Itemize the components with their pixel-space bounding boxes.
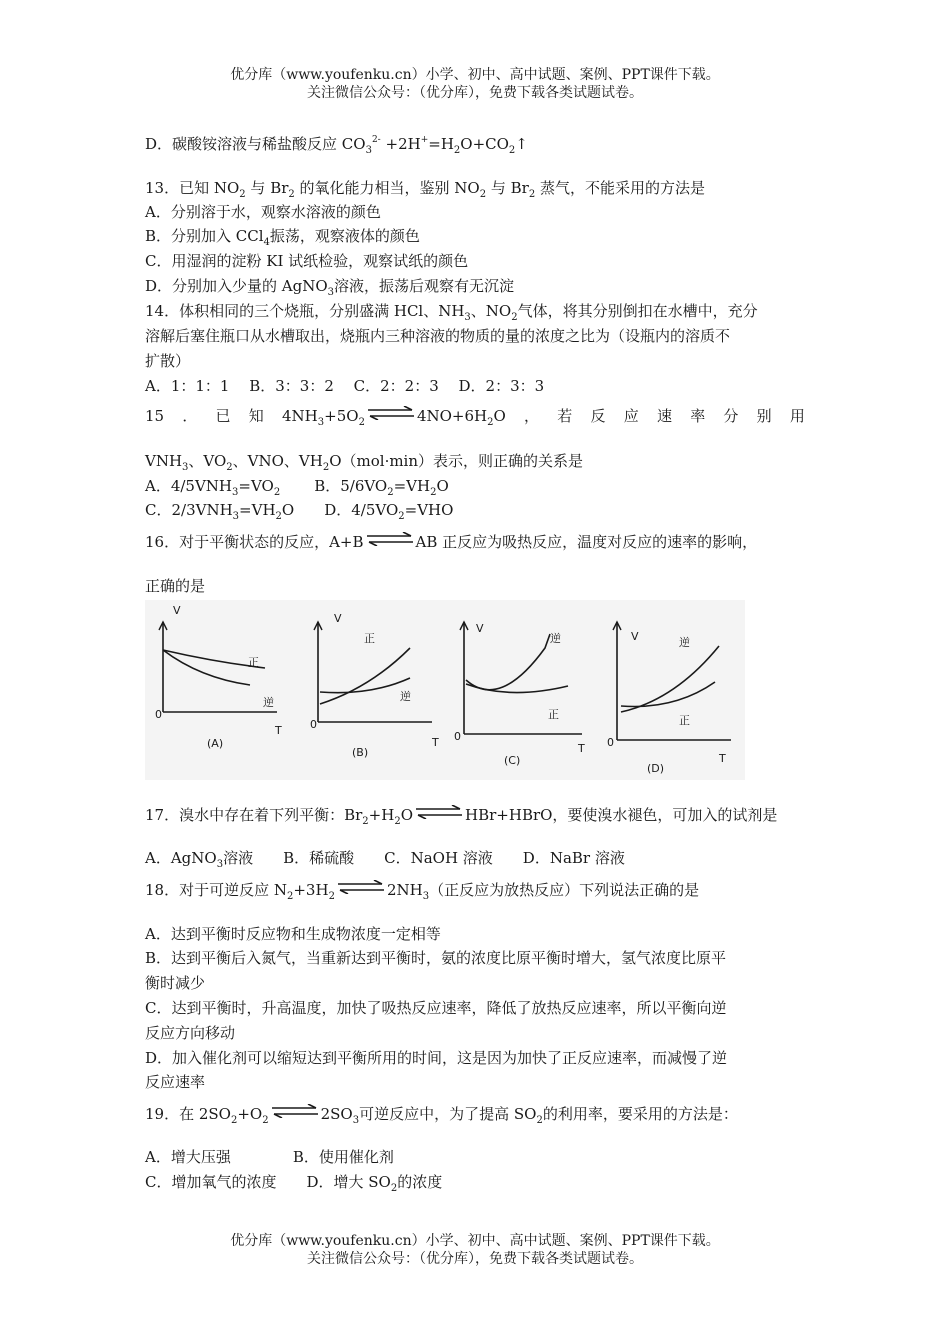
q17-options: A．AgNO$_3$溶液 B．稀硫酸 C．NaOH 溶液 D．NaBr 溶液 <box>145 849 625 870</box>
q18-option-d-line-2: 反应速率 <box>145 1073 206 1091</box>
origin-label: 0 <box>607 736 614 749</box>
v-axis-label: V <box>173 604 181 617</box>
v-axis-label: V <box>631 630 639 643</box>
q15-stem-line-1: 15 ． 已 知 $4NH_3+5O_2$ $4NO+6H_2O$ ， 若 反 应 速 率 分 别 用 <box>145 407 805 428</box>
q18-option-b-line-2: 衡时减少 <box>145 974 206 992</box>
t-axis-label: T <box>719 752 726 765</box>
q13-option-c: C．用湿润的淀粉 KI 试纸检验，观察试纸的颜色 <box>145 252 469 270</box>
forward-label: 正 <box>679 714 690 727</box>
equilibrium-arrow-icon <box>270 1104 320 1118</box>
equilibrium-arrow-icon <box>365 532 415 546</box>
q18-option-d-line-1: D．加入催化剂可以缩短达到平衡所用的时间，这是因为加快了正反应速率，而减慢了逆 <box>145 1049 728 1067</box>
q13-stem: 13．已知 $NO_2$ 与 $Br_2$ 的氧化能力相当，鉴别 $NO_2$ 与 $Br_2$ 蒸气，不能采用的方法是 <box>145 179 705 200</box>
q13-option-a: A．分别溶于水，观察水溶液的颜色 <box>145 203 381 221</box>
header-line-2: 关注微信公众号：（优分库），免费下载各类试题试卷。 <box>307 85 643 101</box>
footer-line-1: 优分库（www.youfenku.cn）小学、初中、高中试题、案例、PPT课件下载。 <box>230 1233 720 1249</box>
reverse-label: 逆 <box>550 632 561 645</box>
q15-options-ab: A．$4/5VNH_3=VO_2$ B．$5/6VO_2=VH_2O$ <box>145 477 449 498</box>
graph-caption: (C) <box>504 754 521 767</box>
q15-stem-line-2: $VNH_3$、$VO_2$、VNO、$VH_2O(mol\cdot\min)$表示，则正确的关系是 <box>145 452 584 473</box>
q16-stem-line-1: 16．对于平衡状态的反应，A+B AB 正反应为吸热反应，温度对反应的速率的影响， <box>145 533 758 551</box>
forward-rate-curve <box>621 682 715 707</box>
q19-options-cd: C．增加氧气的浓度 D．增大 $SO_2$的浓度 <box>145 1173 443 1194</box>
q16-graphs-figure <box>145 600 745 780</box>
equilibrium-arrow-icon <box>414 805 464 819</box>
q17-stem: 17．溴水中存在着下列平衡：$Br_2+H_2O$ HBr+HBrO，要使溴水褪色，可加入的试剂是 <box>145 806 778 827</box>
t-axis-label: T <box>432 736 439 749</box>
graph-d <box>595 600 745 780</box>
q13-option-b: B．分别加入 CCl$_4$振荡，观察液体的颜色 <box>145 227 420 248</box>
reverse-rate-curve <box>466 634 550 690</box>
q14-stem-line-1: 14．体积相同的三个烧瓶，分别盛满 HCl、$NH_3$、$NO_2$气体，将其分别倒扣在水槽中，充分 <box>145 302 758 323</box>
graph-caption: (D) <box>647 762 665 775</box>
graph-c <box>450 600 600 780</box>
page-footer <box>0 1232 950 1268</box>
forward-label: 正 <box>548 708 559 721</box>
forward-rate-curve <box>320 648 410 704</box>
q19-stem: 19．在 $2SO_2+O_2$ $2SO_3$可逆反应中，为了提高 $SO_2$的利用率，要采用的方法是： <box>145 1105 738 1126</box>
reverse-label: 逆 <box>679 636 690 649</box>
reverse-rate-curve <box>163 650 250 685</box>
q15-options-cd: C．$2/3VNH_3=VH_2O$ D．$4/5VO_2=VHO$ <box>145 501 454 522</box>
equilibrium-arrow-icon <box>336 880 386 894</box>
q12-option-d: D．碳酸铵溶液与稀盐酸反应 $CO_3^{2-}$ $+2H^+=H_2O+CO_2↑$ <box>145 135 528 156</box>
forward-label: 正 <box>364 632 375 645</box>
graph-caption: (A) <box>207 737 224 750</box>
graph-caption: (B) <box>352 746 369 759</box>
q14-stem-line-2: 溶解后塞住瓶口从水槽取出，烧瓶内三种溶液的物质的量的浓度之比为（设瓶内的溶质不 <box>145 327 731 345</box>
reverse-label: 逆 <box>400 690 411 703</box>
graph-a <box>145 600 295 780</box>
origin-label: 0 <box>155 708 162 721</box>
q13-option-d: D．分别加入少量的 AgNO$_3$溶液，振荡后观察有无沉淀 <box>145 277 515 298</box>
q18-option-a: A．达到平衡时反应物和生成物浓度一定相等 <box>145 925 441 943</box>
q18-stem: 18．对于可逆反应 $N_2+3H_2$ $2NH_3$（正反应为放热反应）下列说法正确的是 <box>145 881 700 902</box>
v-axis-label: V <box>476 622 484 635</box>
reverse-rate-curve <box>320 678 410 693</box>
q14-stem-line-3: 扩散） <box>145 352 191 370</box>
forward-label: 正 <box>248 656 259 669</box>
forward-rate-curve <box>466 684 568 693</box>
v-axis-label: V <box>334 612 342 625</box>
t-axis-label: T <box>578 742 585 755</box>
q18-option-c-line-1: C．达到平衡时，升高温度，加快了吸热反应速率，降低了放热反应速率，所以平衡向逆 <box>145 999 727 1017</box>
page-header <box>0 66 950 102</box>
q18-option-c-line-2: 反应方向移动 <box>145 1024 236 1042</box>
q15-equation: $4NH_3+5O_2$ $4NO+6H_2O$ <box>282 407 506 428</box>
q16-stem-line-2: 正确的是 <box>145 577 206 595</box>
t-axis-label: T <box>275 724 282 737</box>
origin-label: 0 <box>310 718 317 731</box>
equilibrium-arrow-icon <box>366 406 416 420</box>
header-line-1: 优分库（www.youfenku.cn）小学、初中、高中试题、案例、PPT课件下载。 <box>230 67 720 83</box>
reverse-label: 逆 <box>263 696 274 709</box>
q18-option-b-line-1: B．达到平衡后入氮气，当重新达到平衡时，氨的浓度比原平衡时增大，氢气浓度比原平 <box>145 949 727 967</box>
graph-b <box>300 600 450 780</box>
origin-label: 0 <box>454 730 461 743</box>
q14-options: A．1：1：1 B．3：3：2 C．2：2：3 D．2：3：3 <box>145 377 545 395</box>
q19-options-ab: A．增大压强 B．使用催化剂 <box>145 1148 394 1166</box>
footer-line-2: 关注微信公众号：（优分库），免费下载各类试题试卷。 <box>307 1251 643 1267</box>
